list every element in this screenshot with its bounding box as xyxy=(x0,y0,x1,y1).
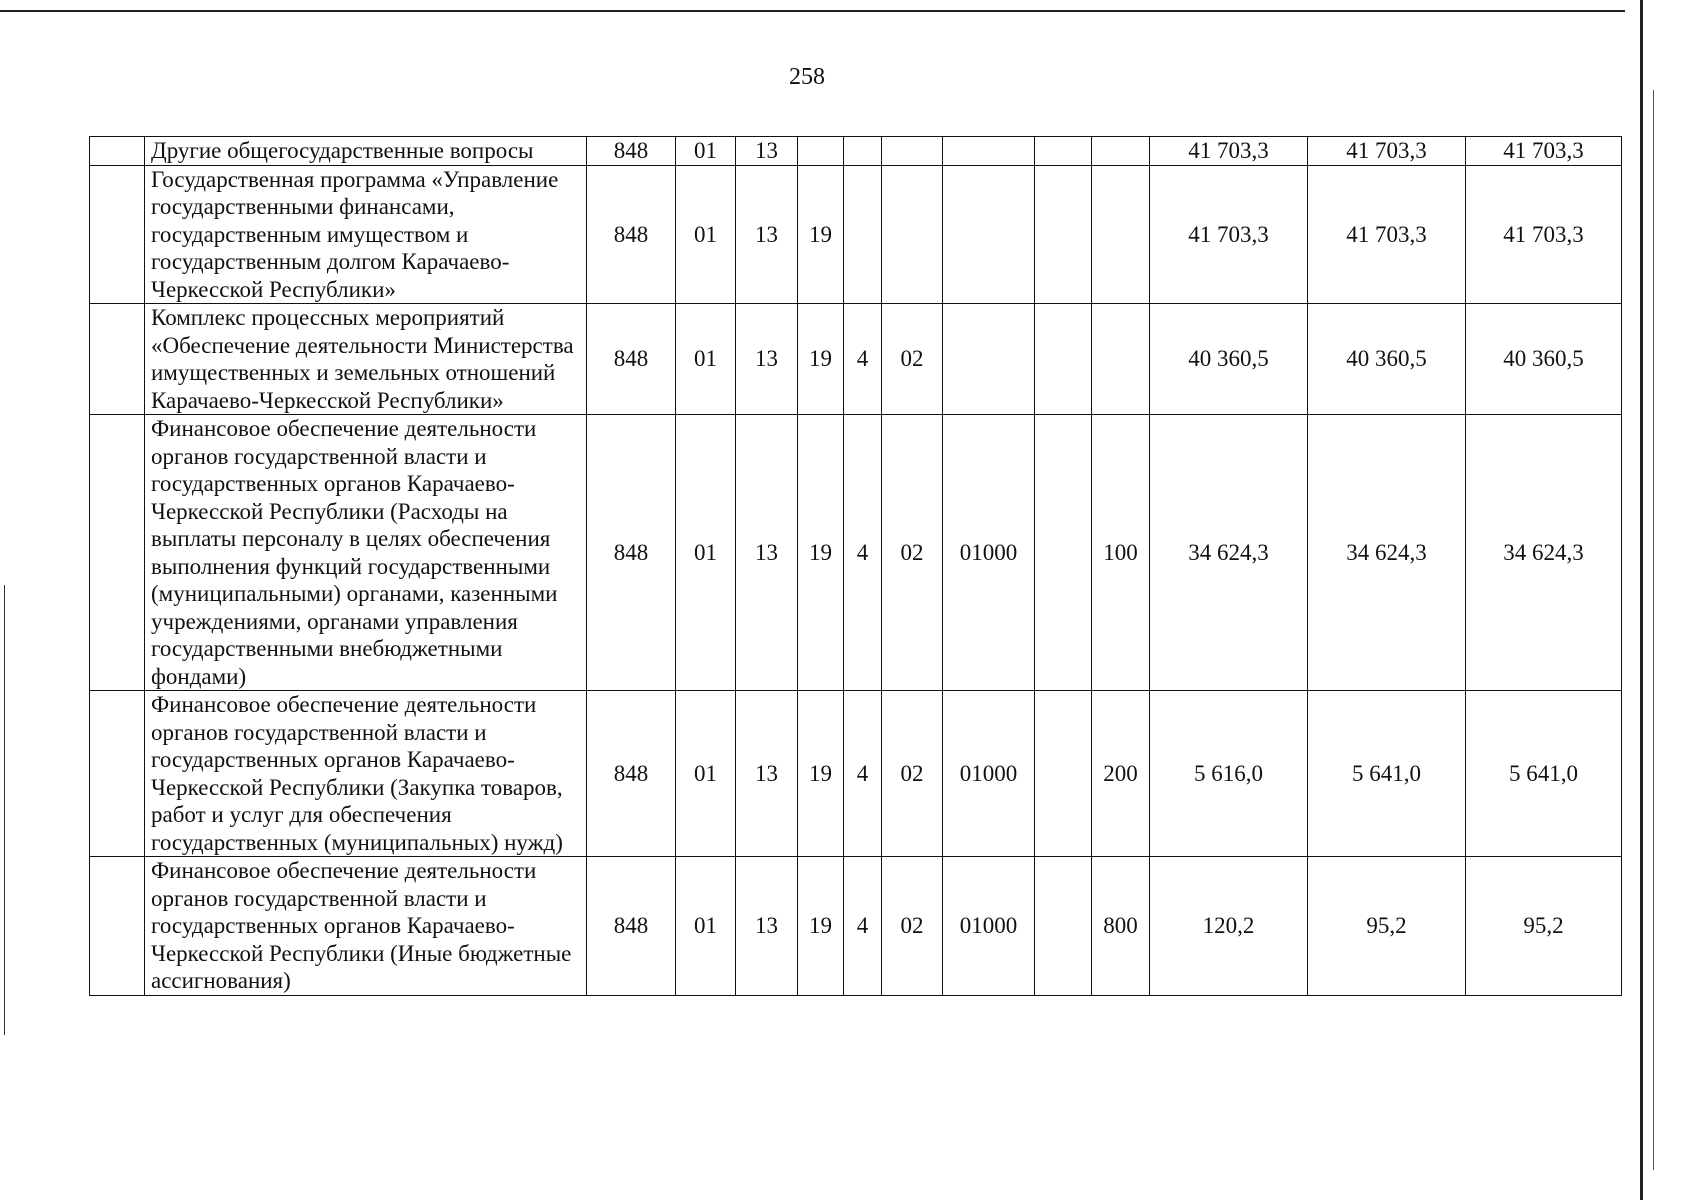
col-pr: 13 xyxy=(736,691,798,857)
col-csr-5 xyxy=(1035,165,1092,304)
col-csr-4 xyxy=(943,304,1035,415)
empty-cell xyxy=(90,691,145,857)
empty-cell xyxy=(90,137,145,166)
empty-cell xyxy=(90,304,145,415)
col-csr-3: 02 xyxy=(882,304,943,415)
col-csr-1: 19 xyxy=(798,304,844,415)
col-csr-2 xyxy=(844,165,882,304)
col-amount-1: 41 703,3 xyxy=(1150,165,1308,304)
col-pr: 13 xyxy=(736,304,798,415)
col-amount-3: 34 624,3 xyxy=(1466,415,1622,691)
col-amount-2: 95,2 xyxy=(1308,857,1466,996)
row-name: Финансовое обеспечение деятельности органов государственной власти и государственных органов Карачаево-Черкесской Республики (Закупка товаров, работ и услуг для обеспечения государственных (муниципальных) нужд) xyxy=(145,691,587,857)
table-row xyxy=(90,304,1622,415)
col-amount-1: 40 360,5 xyxy=(1150,304,1308,415)
col-rz: 01 xyxy=(676,165,736,304)
col-csr-2: 4 xyxy=(844,415,882,691)
col-csr-5 xyxy=(1035,304,1092,415)
table-row xyxy=(90,137,1622,166)
col-gr: 848 xyxy=(587,691,676,857)
col-amount-1: 41 703,3 xyxy=(1150,137,1308,166)
col-csr-2: 4 xyxy=(844,857,882,996)
col-vr: 800 xyxy=(1092,857,1150,996)
col-csr-3: 02 xyxy=(882,691,943,857)
col-amount-3: 41 703,3 xyxy=(1466,137,1622,166)
row-name: Комплекс процессных мероприятий «Обеспечение деятельности Министерства имущественных и земельных отношений Карачаево-Черкесской Республики» xyxy=(145,304,587,415)
col-amount-3: 40 360,5 xyxy=(1466,304,1622,415)
col-csr-4 xyxy=(943,165,1035,304)
col-rz: 01 xyxy=(676,415,736,691)
col-amount-1: 120,2 xyxy=(1150,857,1308,996)
col-csr-5 xyxy=(1035,137,1092,166)
col-rz: 01 xyxy=(676,137,736,166)
budget-table xyxy=(89,136,1622,996)
col-pr: 13 xyxy=(736,165,798,304)
col-csr-2: 4 xyxy=(844,691,882,857)
col-vr xyxy=(1092,165,1150,304)
row-name: Другие общегосударственные вопросы xyxy=(145,137,587,166)
table-row xyxy=(90,165,1622,304)
col-amount-3: 5 641,0 xyxy=(1466,691,1622,857)
col-amount-2: 41 703,3 xyxy=(1308,165,1466,304)
empty-cell xyxy=(90,857,145,996)
scan-border-right xyxy=(1640,0,1643,1200)
col-vr: 200 xyxy=(1092,691,1150,857)
col-amount-2: 41 703,3 xyxy=(1308,137,1466,166)
col-csr-5 xyxy=(1035,857,1092,996)
col-gr: 848 xyxy=(587,415,676,691)
col-pr: 13 xyxy=(736,137,798,166)
col-gr: 848 xyxy=(587,137,676,166)
col-amount-3: 95,2 xyxy=(1466,857,1622,996)
col-amount-1: 5 616,0 xyxy=(1150,691,1308,857)
col-csr-4: 01000 xyxy=(943,857,1035,996)
table-row xyxy=(90,857,1622,996)
scan-border-left xyxy=(4,585,5,1035)
col-amount-2: 40 360,5 xyxy=(1308,304,1466,415)
col-amount-1: 34 624,3 xyxy=(1150,415,1308,691)
col-pr: 13 xyxy=(736,415,798,691)
col-vr xyxy=(1092,304,1150,415)
col-amount-2: 5 641,0 xyxy=(1308,691,1466,857)
col-csr-4 xyxy=(943,137,1035,166)
table-row xyxy=(90,691,1622,857)
col-csr-1 xyxy=(798,137,844,166)
col-csr-4: 01000 xyxy=(943,691,1035,857)
col-csr-2 xyxy=(844,137,882,166)
col-amount-3: 41 703,3 xyxy=(1466,165,1622,304)
col-csr-3 xyxy=(882,137,943,166)
col-amount-2: 34 624,3 xyxy=(1308,415,1466,691)
col-csr-1: 19 xyxy=(798,415,844,691)
empty-cell xyxy=(90,415,145,691)
row-name: Государственная программа «Управление государственными финансами, государственным имуществом и государственным долгом Карачаево-Черкесской Республики» xyxy=(145,165,587,304)
col-csr-3: 02 xyxy=(882,415,943,691)
col-rz: 01 xyxy=(676,691,736,857)
table-row xyxy=(90,415,1622,691)
row-name: Финансовое обеспечение деятельности органов государственной власти и государственных органов Карачаево-Черкесской Республики (Расходы на выплаты персоналу в целях обеспечения выполнения функций государственными (муниципальными) органами, казенными учреждениями, органами управления государственными внебюджетными фондами) xyxy=(145,415,587,691)
col-vr: 100 xyxy=(1092,415,1150,691)
col-csr-1: 19 xyxy=(798,691,844,857)
empty-cell xyxy=(90,165,145,304)
page-number: 258 xyxy=(789,64,825,90)
col-csr-5 xyxy=(1035,691,1092,857)
col-rz: 01 xyxy=(676,304,736,415)
col-gr: 848 xyxy=(587,165,676,304)
scan-border-top xyxy=(0,10,1625,12)
col-gr: 848 xyxy=(587,857,676,996)
col-vr xyxy=(1092,137,1150,166)
col-csr-2: 4 xyxy=(844,304,882,415)
col-csr-3 xyxy=(882,165,943,304)
col-gr: 848 xyxy=(587,304,676,415)
col-rz: 01 xyxy=(676,857,736,996)
row-name: Финансовое обеспечение деятельности органов государственной власти и государственных органов Карачаево-Черкесской Республики (Иные бюджетные ассигнования) xyxy=(145,857,587,996)
col-csr-5 xyxy=(1035,415,1092,691)
scan-border-right-inner xyxy=(1653,90,1654,1170)
col-csr-1: 19 xyxy=(798,165,844,304)
col-csr-4: 01000 xyxy=(943,415,1035,691)
col-pr: 13 xyxy=(736,857,798,996)
col-csr-1: 19 xyxy=(798,857,844,996)
col-csr-3: 02 xyxy=(882,857,943,996)
